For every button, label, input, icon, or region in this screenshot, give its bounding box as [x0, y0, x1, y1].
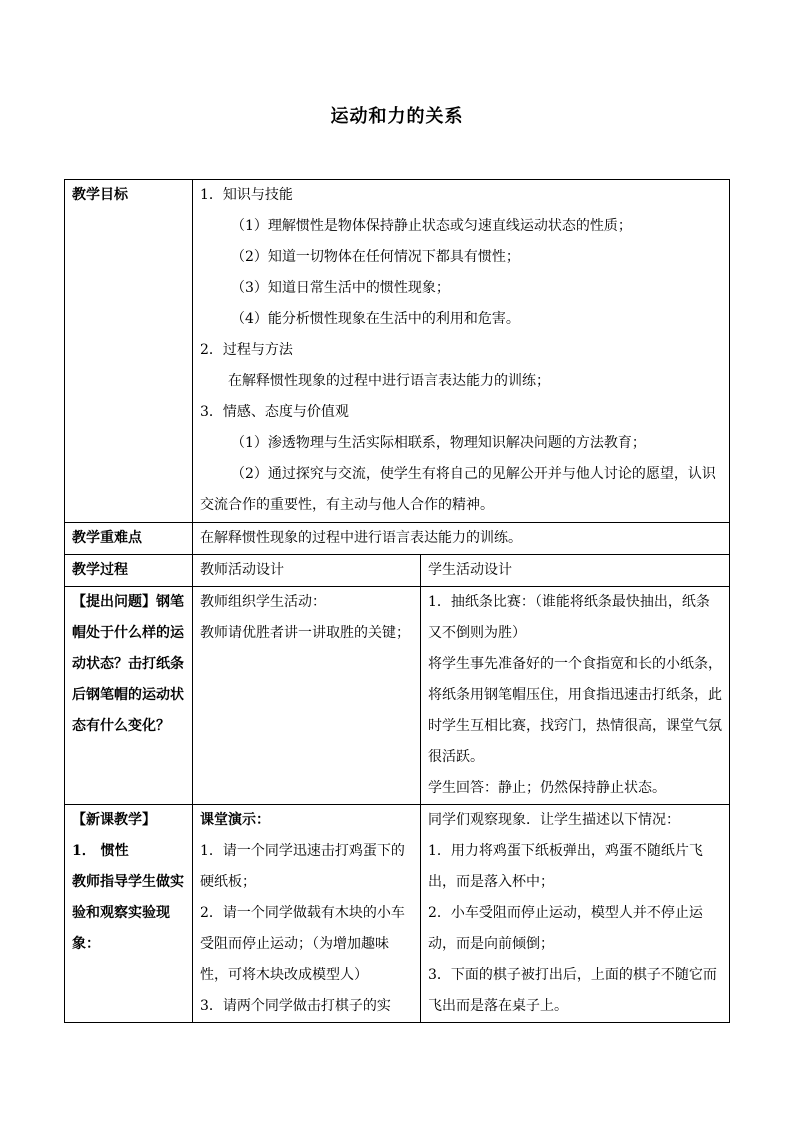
new-lesson-label-3: 教师指导学生做实验和观察实验现象： — [72, 874, 184, 952]
student-header: 学生活动设计 — [421, 555, 730, 587]
objective-knowledge-1: （1）理解惯性是物体保持静止状态或匀速直线运动状态的性质； — [231, 218, 632, 234]
objectives-row — [65, 180, 730, 523]
question-teacher-1: 教师组织学生活动： — [200, 594, 326, 610]
objective-knowledge-3: （3）知道日常生活中的惯性现象； — [231, 280, 450, 296]
focus-label: 教学重难点 — [65, 523, 193, 555]
objective-knowledge-2: （2）知道一切物体在任何情况下都具有惯性； — [231, 249, 520, 265]
new-lesson-teacher-cell — [193, 805, 421, 1023]
objective-heading-emotion: 3．情感、态度与价值观 — [200, 404, 349, 420]
new-lesson-student-4: 3．下面的棋子被打出后，上面的棋子不随它而飞出而是落在桌子上。 — [428, 967, 717, 1014]
new-lesson-teacher-2: 2．请一个同学做载有木块的小车受阻而停止运动；（为增加趣味性，可将木块改成模型人） — [200, 905, 405, 983]
question-row — [65, 587, 730, 805]
process-label: 教学过程 — [65, 555, 193, 587]
new-lesson-label-1: 【新课教学】 — [72, 812, 156, 828]
new-lesson-row — [65, 805, 730, 1023]
question-student-3: 学生回答：静止；仍然保持静止状态。 — [428, 780, 666, 796]
new-lesson-teacher-3: 3．请两个同学做击打棋子的实 — [200, 998, 391, 1014]
objectives-label: 教学目标 — [65, 180, 193, 523]
focus-text: 在解释惯性现象的过程中进行语言表达能力的训练。 — [193, 523, 730, 555]
new-lesson-student-1: 同学们观察现象．让学生描述以下情况： — [428, 812, 680, 828]
document-title: 运动和力的关系 — [330, 106, 464, 127]
question-student-2: 将学生事先准备好的一个食指宽和长的小纸条，将纸条用钢笔帽压住，用食指迅速击打纸条，此时学生互相比赛，找窍门，热情很高，课堂气氛很活跃。 — [428, 656, 722, 765]
lesson-plan-table — [64, 179, 730, 1023]
process-header-row — [65, 555, 730, 587]
new-lesson-teacher-1: 1．请一个同学迅速击打鸡蛋下的硬纸板； — [200, 843, 405, 890]
new-lesson-student-2: 1．用力将鸡蛋下纸板弹出，鸡蛋不随纸片飞出，而是落入杯中； — [428, 843, 703, 890]
teacher-header: 教师活动设计 — [193, 555, 421, 587]
focus-row — [65, 523, 730, 555]
question-teacher-2: 教师请优胜者讲一讲取胜的关键； — [200, 625, 410, 641]
new-lesson-label-cell — [65, 805, 193, 1023]
new-lesson-student-3: 2．小车受阻而停止运动，模型人并不停止运动，而是向前倾倒； — [428, 905, 703, 952]
objective-emotion-1: （1）渗透物理与生活实际相联系，物理知识解决问题的方法教育； — [231, 435, 646, 451]
question-student-1: 1．抽纸条比赛：（谁能将纸条最快抽出，纸条又不倒则为胜） — [428, 594, 710, 641]
objective-heading-knowledge: 1．知识与技能 — [200, 187, 293, 203]
question-student-cell — [421, 587, 730, 805]
question-teacher-cell — [193, 587, 421, 805]
objectives-content — [193, 180, 730, 523]
objective-emotion-2: （2）通过探究与交流，使学生有将自己的见解公开并与他人讨论的愿望，认识交流合作的重要性，有主动与他人合作的精神。 — [200, 466, 716, 513]
question-label: 【提出问题】钢笔帽处于什么样的运动状态？击打纸条后钢笔帽的运动状态有什么变化？ — [65, 587, 193, 805]
objective-knowledge-4: （4）能分析惯性现象在生活中的利用和危害。 — [231, 311, 520, 327]
new-lesson-student-cell — [421, 805, 730, 1023]
new-lesson-label-2: 1． 惯性 — [72, 843, 129, 859]
objective-process-1: 在解释惯性现象的过程中进行语言表达能力的训练； — [228, 373, 550, 389]
objective-heading-process: 2．过程与方法 — [200, 342, 293, 358]
new-lesson-teacher-head: 课堂演示： — [200, 812, 270, 828]
